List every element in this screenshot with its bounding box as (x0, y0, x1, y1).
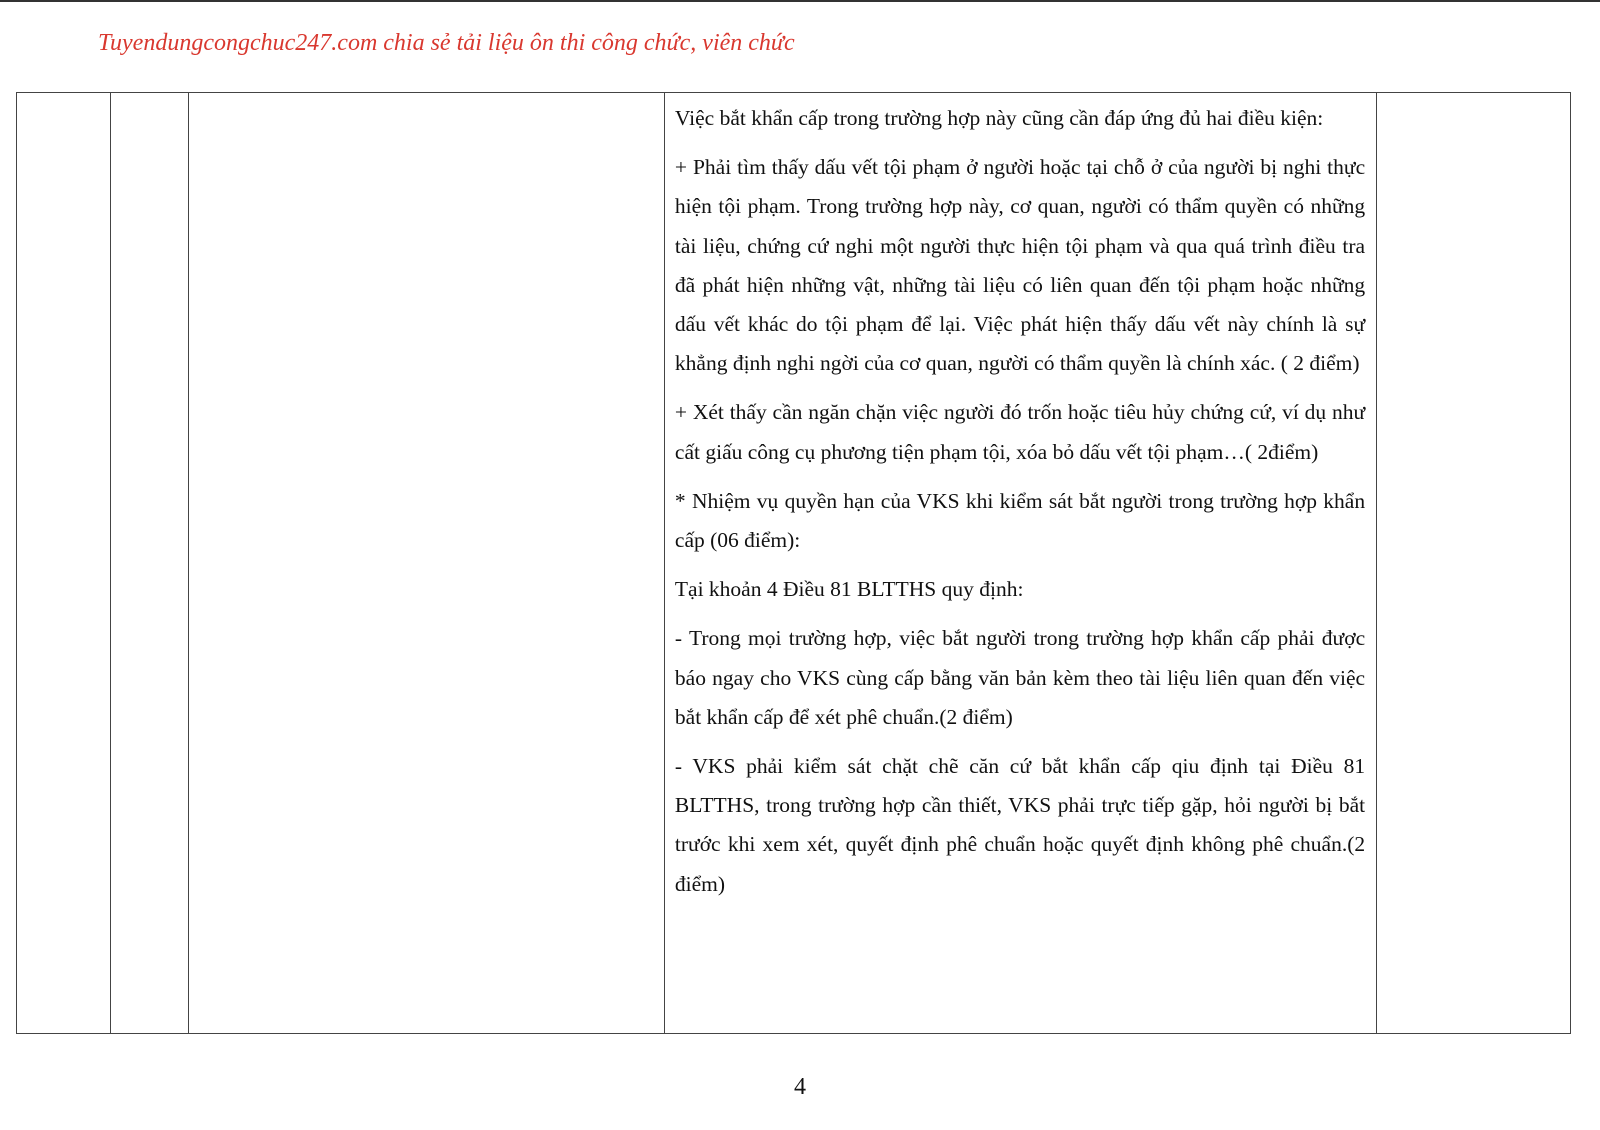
col-score-cell (1377, 93, 1571, 1034)
col-summary-cell (189, 93, 664, 1034)
answer-paragraph: + Xét thấy cần ngăn chặn việc người đó trốn hoặc tiêu hủy chứng cứ, ví dụ như cất giấu công cụ phương tiện phạm tội, xóa bỏ dấu vết tội phạm…( 2điểm) (674, 400, 1366, 464)
col-answer-cell (664, 93, 1376, 1034)
top-rule (0, 0, 1600, 2)
answer-paragraph: Tại khoản 4 Điều 81 BLTTHS quy định: (674, 577, 1024, 602)
col-index-cell (17, 93, 111, 1034)
answer-paragraph: * Nhiệm vụ quyền hạn của VKS khi kiểm sát bắt người trong trường hợp khẩn cấp (06 điểm): (674, 488, 1366, 553)
answer-paragraph: - Trong mọi trường hợp, việc bắt người trong trường hợp khẩn cấp phải được báo ngay cho VKS cùng cấp bằng văn bản kèm theo tài liệu liên quan đến việc bắt khẩn cấp để xét phê chuẩn.(2 điểm) (674, 626, 1366, 729)
answer-table (16, 92, 1571, 1034)
page-number: 4 (794, 1074, 806, 1100)
answer-paragraph: + Phải tìm thấy dấu vết tội phạm ở người hoặc tại chỗ ở của người bị nghi thực hiện tội phạm. Trong trường hợp này, cơ quan, người có thẩm quyền có những tài liệu, chứng cứ nghi một người thực hiện tội phạm và qua quá trình điều tra đã phát hiện những vật, những tài liệu có liên quan đến tội phạm hoặc những dấu vết khác do tội phạm để lại. Việc phát hiện thấy dấu vết này chính là sự khẳng định nghi ngời của cơ quan, người có thẩm quyền là chính xác. ( 2 điểm) (674, 155, 1366, 376)
answer-paragraph: Việc bắt khẩn cấp trong trường hợp này cũng cần đáp ứng đủ hai điều kiện: (674, 106, 1324, 130)
table-row (17, 93, 1571, 1034)
col-question-cell (110, 93, 189, 1034)
answer-paragraph: - VKS phải kiểm sát chặt chẽ căn cứ bắt khẩn cấp qiu định tại Điều 81 BLTTHS, trong trường hợp cần thiết, VKS phải trực tiếp gặp, hỏi người bị bắt trước khi xem xét, quyết định phê chuẩn hoặc quyết định không phê chuẩn.(2 điểm) (674, 754, 1366, 896)
site-header: Tuyendungcongchuc247.com chia sẻ tải liệu ôn thi công chức, viên chức (98, 30, 795, 56)
